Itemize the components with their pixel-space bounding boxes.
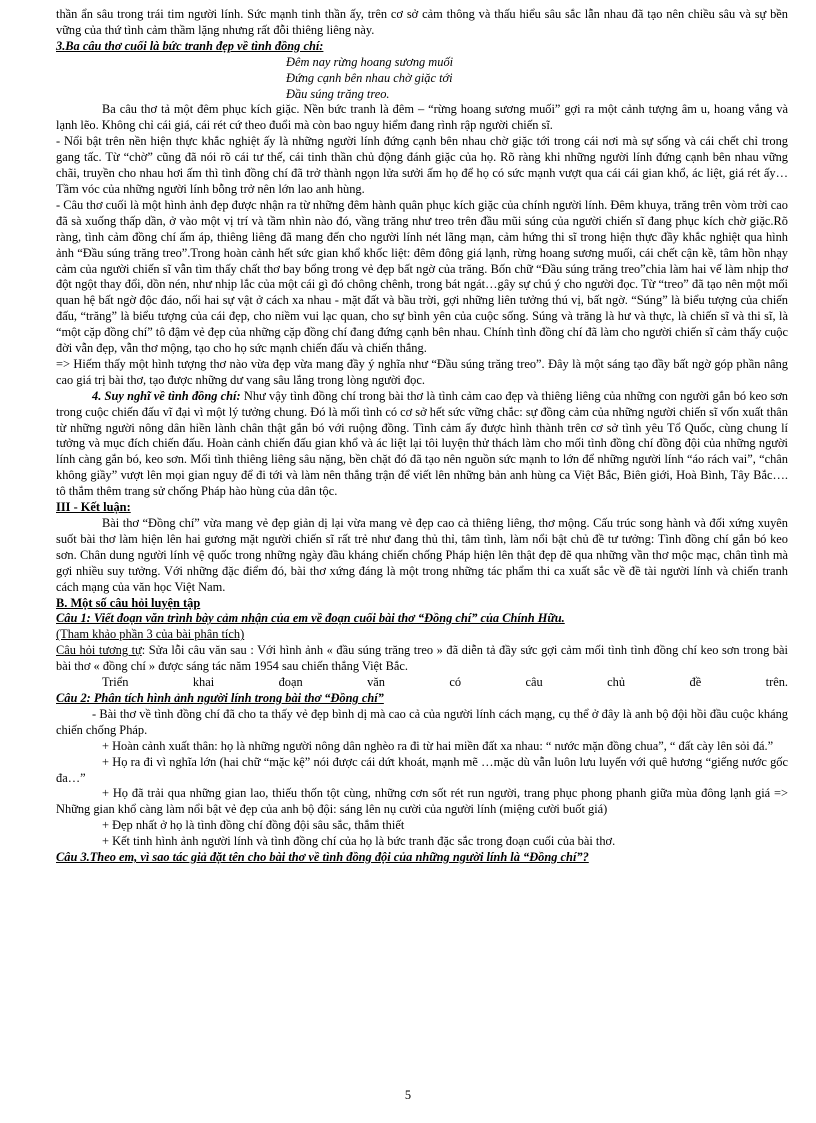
section-heading-practice: B. Một số câu hỏi luyện tập <box>56 595 201 610</box>
reference-note: (Tham khảo phần 3 của bài phân tích) <box>56 627 245 642</box>
paragraph-instruction: Triển khai đoạn văn có câu chủ đề trên. <box>102 675 788 690</box>
question-3: Câu 3.Theo em, vì sao tác giả đặt tên cho bài thơ về tình đồng đội của những người lính là “Đồng chí”? <box>56 850 589 865</box>
bullet-item: + Họ ra đi vì nghĩa lớn (hai chữ “mặc kệ” nói được cái dứt khoát, mạnh mẽ …mặc dù vẫn luôn lưu luyến với quê hương “giếng nước gốc đa…” <box>56 754 788 785</box>
paragraph: - Câu thơ cuối là một hình ảnh đẹp được nhận ra từ những đêm hành quân phục kích giặc của chính người lính. Đêm khuya, trăng trên vòm trời cao đã sà xuống thấp dần, ở vào một vị trí và tầm nhìn nào đó, vầng trăng như treo trên đầu mũi súng của người chiến sĩ đang phục kích chờ giặc.Rõ ràng, tình cảm đồng chí ấm áp, thiêng liêng đã mang đến cho người lính nét lãng mạn, cảm hứng thi sĩ trong hiện thực đầy khắc nghiệt qua hình ảnh “Đầu súng trăng treo”.Trong hoàn cảnh hết sức gian khổ khốc liệt: đêm đông giá lạnh, rừng hoang sương muối, cái chết cận kề, tâm hồn nhạy cảm của người chiến sĩ vẫn tìm thấy chất thơ bay bổng trong vẻ đẹp bất ngờ của trăng. Bốn chữ “Đầu súng trăng treo”chia làm hai vế làm nhịp thơ đột ngột thay đổi, dồn nén, như nhịp lắc của một cái gì đó chông chênh, trong bát ngát…gây sự chú ý cho người đọc. Từ “treo” đã tạo nên một mối quan hệ bất ngờ độc đáo, nối hai sự vật ở cách xa nhau - mặt đất và bầu trời, gợi những liên tưởng thú vị, bất ngờ. “Súng” là biểu tượng của chiến đấu, “trăng” là biểu tượng của cái đẹp, cho niềm vui lạc quan, cho sự bình yên của cuộc sống. Súng và trăng là hư và thực, là chiến sĩ và thi sĩ, là “một cặp đồng chí” tô đậm vẻ đẹp của những cặp đồng chí đang đứng cạnh bên nhau. Chính tình đồng chí đã làm cho người chiến sĩ cảm thấy cuộc đời vẫn đẹp, vẫn thơ mộng, tạo cho họ sức mạnh chiến đấu và chiến thắng. <box>56 197 788 356</box>
paragraph: Bài thơ “Đồng chí” vừa mang vẻ đẹp giản dị lại vừa mang vẻ đẹp cao cả thiêng liêng, thơ mộng. Cấu trúc song hành và đối xứng xuyên suốt bài thơ làm hiện lên hai gương mặt người chiến sĩ rất trẻ như đang thủ thỉ, tâm tình, làm nổi bật chủ đề tư tưởng: Tình đồng chí gắn bó keo sơn. Chân dung người lính vệ quốc trong những ngày đầu kháng chiến chống Pháp hiện lên thật đẹp đẽ qua những vần thơ mộc mạc, chân tình mà gợi nhiều suy tưởng. Với những đặc điểm đó, bài thơ xứng đáng là một trong những tác phẩm thi ca xuất sắc về đề tài người lính và chiến tranh cách mạng của văn học Việt Nam. <box>56 516 788 594</box>
section-heading-4: 4. Suy nghĩ về tình đồng chí: <box>92 388 241 403</box>
paragraph: thần ẩn sâu trong trái tim người lính. Sức mạnh tinh thần ấy, trên cơ sở cảm thông và thấu hiểu sâu sắc lẫn nhau đã tạo nên chiều sâu và sự bền vững của thứ tình cảm thầm lặng nhưng rất đỗi thiêng liêng này. <box>56 7 788 37</box>
bullet-item: + Đẹp nhất ở họ là tình đồng chí đồng đội sâu sắc, thắm thiết <box>102 818 405 833</box>
poem-excerpt <box>56 55 788 103</box>
poem-line: Đứng cạnh bên nhau chờ giặc tới <box>286 70 453 85</box>
poem-line: Đêm nay rừng hoang sương muối <box>286 54 454 69</box>
paragraph: Ba câu thơ tả một đêm phục kích giặc. Nền bức tranh là đêm – “rừng hoang sương muối” gợi ra một cảnh tượng âm u, hoang vắng và lạnh lẽo. Không chỉ cái giá, cái rét cứ theo đuổi mà còn bao nguy hiểm đang rình rập người chiến sĩ. <box>56 102 788 133</box>
bullet-item: + Họ đã trải qua những gian lao, thiếu thốn tột cùng, những cơn sốt rét run người, trang phục phong phanh giữa mùa đông lạnh giá => Những gian khổ càng làm nổi bật vẻ đẹp của anh bộ đội: sáng lên nụ cười của người lính (miệng cười buốt giá) <box>56 786 788 817</box>
similar-question-label: Câu hỏi tương tự <box>56 643 142 658</box>
poem-line: Đầu súng trăng treo. <box>286 86 390 101</box>
question-2: Câu 2: Phân tích hình ảnh người lính trong bài thơ “Đồng chí” <box>56 690 384 705</box>
bullet-item: + Hoàn cảnh xuất thân: họ là những người nông dân nghèo ra đi từ hai miền đất xa nhau: “ nước mặn đồng chua”, “ đất cày lên sỏi đá.” <box>102 738 774 753</box>
section-heading-conclusion: III - Kết luận: <box>56 500 131 515</box>
similar-question-text: : Sửa lỗi câu văn sau : Với hình ảnh « đầu súng trăng treo » đã diễn tả đầy sức gợi cảm mối tình tình đồng chí keo sơn trong bài bài thơ « đồng chí » được sáng tác năm 1954 sau chiến thắng Việt Bắc. <box>56 643 788 674</box>
similar-question <box>56 643 788 675</box>
bullet-item: + Kết tinh hình ảnh người lính và tình đồng chí của họ là bức tranh đặc sắc trong đoạn cuối của bài thơ. <box>102 834 616 849</box>
section-heading-3: 3.Ba câu thơ cuối là bức tranh đẹp về tình đồng chí: <box>56 38 324 53</box>
page-number: 5 <box>404 1088 412 1102</box>
paragraph-text: Như vậy tình đồng chí trong bài thơ là tình cảm cao đẹp và thiêng liêng của những con người gắn bó keo sơn trong cuộc chiến đấu vĩ đại vì một lý tưởng chung. Đó là mối tình có cơ sở hết sức vững chắc: sự đồng cảm của những người chiến sĩ vốn xuất thân từ những người nông dân hiền lành chân thật gắn bó với ruộng đồng. Tình cảm ấy được hình thành trên cơ sở tình yêu Tổ Quốc, cùng chung lí tưởng và mục đích chiến đấu. Hoàn cảnh chiến đấu gian khổ và ác liệt lại tôi luyện thử thách làm cho mối tình đồng chí đồng đội của những người lính càng gắn bó, keo sơn. Mối tình thiêng liêng sâu nặng, bền chặt đó đã tạo nên nguồn sức mạnh to lớn để những người lính “áo rách vai”, “chân không giầy” vượt lên mọi gian nguy để đi tới và làm nên thắng trận để viết lên những bản anh hùng ca Việt Bắc, Biên giới, Hoà Bình, Tây Bắc…. tô thắm thêm trang sử chống Pháp hào hùng của dân tộc. <box>56 388 789 499</box>
paragraph: - Nổi bật trên nền hiện thực khắc nghiệt ấy là những người lính đứng cạnh bên nhau chờ giặc tới trong cái nơi mà sự sống và cái chết chỉ trong gang tấc. Từ “chờ” cũng đã nói rõ cái tư thế, cái tinh thần chủ động đánh giặc của họ. Rõ ràng khi những người lính đứng cạnh bên nhau vững chãi, truyền cho nhau hơi ấm thì tình đồng chí đã trở thành ngọn lửa sưởi ấm họ để họ có sức mạnh vượt qua cái cái gian khổ, ác liệt, giá rét ấy… Tầm vóc của những người lính bỗng trở nên lớn lao anh hùng. <box>56 134 788 196</box>
paragraph-reflection <box>56 389 788 500</box>
paragraph: - Bài thơ về tình đồng chí đã cho ta thấy vẻ đẹp bình dị mà cao cả của người lính cách mạng, cụ thể ở đây là anh bộ đội hồi đầu cuộc kháng chiến chống Pháp. <box>56 706 788 737</box>
paragraph: => Hiếm thấy một hình tượng thơ nào vừa đẹp vừa mang đầy ý nghĩa như “Đầu súng trăng treo”. Đây là một sáng tạo đầy bất ngờ góp phần nâng cao giá trị bài thơ, tạo được những dư vang sâu lắng trong lòng người đọc. <box>56 356 788 387</box>
question-1: Câu 1: Viết đoạn văn trình bày cảm nhận của em về đoạn cuối bài thơ “Đồng chí” của Chính Hữu. <box>56 611 565 626</box>
